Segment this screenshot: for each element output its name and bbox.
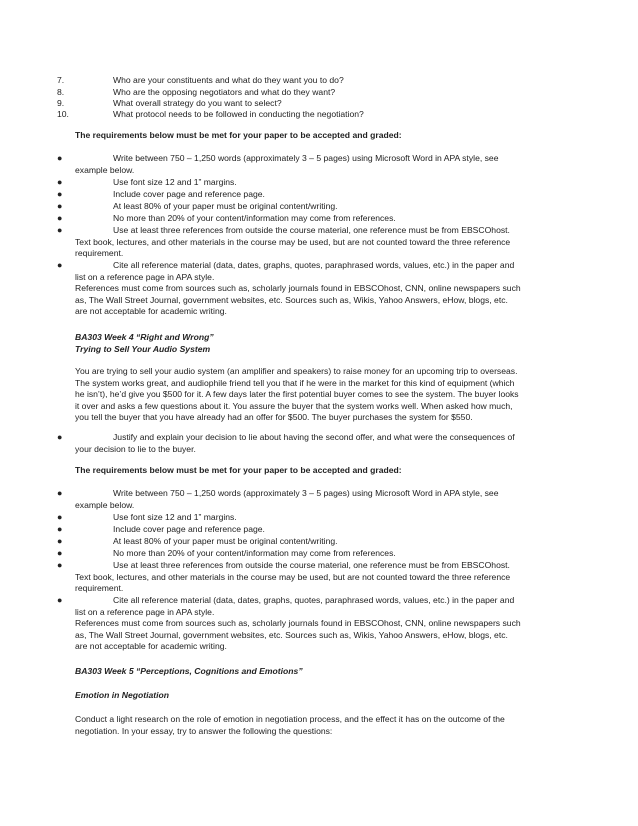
- bullet-text: No more than 20% of your content/information may come from references.: [113, 548, 396, 558]
- bullet-icon: ●: [57, 560, 63, 570]
- list-item: [57, 524, 587, 536]
- bullet-text: References must come from sources such as, scholarly journals found in EBSCOhost, CNN, online newspapers such: [75, 283, 521, 294]
- bullet-icon: ●: [57, 595, 63, 605]
- item-text: What protocol needs to be followed in conducting the negotiation?: [113, 109, 364, 119]
- scenario-paragraph: [75, 366, 555, 424]
- section-title: BA303 Week 4 “Right and Wrong”: [75, 332, 214, 342]
- bullet-text: Use font size 12 and 1” margins.: [113, 177, 237, 187]
- bullet-text: Text book, lectures, and other materials in the course may be used, but are not counted toward the three reference: [75, 571, 511, 582]
- bullet-icon: ●: [57, 213, 63, 223]
- item-text: Who are your constituents and what do they want you to do?: [113, 75, 344, 85]
- assignment-paragraph: [75, 714, 555, 737]
- list-item: [57, 201, 587, 213]
- bullet-text: as, The Wall Street Journal, government websites, etc. Sources such as, Wikis, Yahoo Answers, eHow, blogs, etc.: [75, 294, 508, 305]
- bullet-text: At least 80% of your paper must be original content/writing.: [113, 536, 338, 546]
- section-subtitle: Trying to Sell Your Audio System: [75, 344, 211, 354]
- list-item: [57, 560, 587, 595]
- bullet-icon: ●: [57, 189, 63, 199]
- bullet-text: your decision to lie to the buyer.: [75, 443, 196, 454]
- bullet-text: Write between 750 – 1,250 words (approximately 3 – 5 pages) using Microsoft Word in APA style, see: [113, 488, 499, 498]
- bullet-text: are not acceptable for academic writing.: [75, 641, 227, 652]
- bullet-icon: ●: [57, 201, 63, 211]
- item-text: Who are the opposing negotiators and what do they want?: [113, 87, 336, 97]
- bullet-text: Use font size 12 and 1” margins.: [113, 512, 237, 522]
- bullet-text: References must come from sources such as, scholarly journals found in EBSCOhost, CNN, online newspapers such: [75, 618, 521, 629]
- list-item: [57, 153, 587, 176]
- item-number: 7.: [57, 75, 65, 85]
- bullet-icon: ●: [57, 432, 63, 442]
- bullet-text: Include cover page and reference page.: [113, 524, 265, 534]
- list-item: [57, 488, 587, 511]
- paragraph-line: he isn’t), he’d give you $500 for it. A few days later the first potential buyer comes to see the system. The buyer looks: [75, 389, 519, 400]
- bullet-icon: ●: [57, 488, 63, 498]
- section-subtitle: Emotion in Negotiation: [75, 690, 170, 700]
- paragraph-line: Conduct a light research on the role of emotion in negotiation process, and the effect it has on the outcome of the: [75, 714, 505, 724]
- list-item: [57, 225, 587, 260]
- bullet-text: as, The Wall Street Journal, government websites, etc. Sources such as, Wikis, Yahoo Answers, eHow, blogs, etc.: [75, 629, 508, 640]
- list-item: [57, 177, 587, 189]
- bullet-text: Cite all reference material (data, dates, graphs, quotes, paraphrased words, values, etc.) in the paper and: [113, 260, 515, 270]
- item-number: 9.: [57, 98, 65, 108]
- bullet-text: Include cover page and reference page.: [113, 189, 265, 199]
- list-item: [57, 536, 587, 548]
- paragraph-line: You are trying to sell your audio system (an amplifier and speakers) to raise money for an upcoming trip to overseas.: [75, 366, 518, 376]
- bullet-icon: ●: [57, 260, 63, 270]
- bullet-text: Use at least three references from outside the course material, one reference must be from EBSCOhost.: [113, 560, 510, 570]
- bullet-text: example below.: [75, 164, 135, 175]
- list-item: [57, 260, 587, 318]
- paragraph-line: it over and asks a few questions about it. You assure the buyer that the system works well. When asked how much,: [75, 400, 513, 411]
- list-item: [57, 213, 587, 225]
- list-item: [57, 512, 587, 524]
- paragraph-line: negotiation. In your essay, try to answer the following the questions:: [75, 725, 333, 736]
- section-title: BA303 Week 5 “Perceptions, Cognitions and Emotions”: [75, 666, 303, 676]
- bullet-icon: ●: [57, 512, 63, 522]
- bullet-text: are not acceptable for academic writing.: [75, 306, 227, 317]
- bullet-text: No more than 20% of your content/information may come from references.: [113, 213, 396, 223]
- list-item: [57, 189, 587, 201]
- item-text: What overall strategy do you want to select?: [113, 98, 282, 108]
- bullet-icon: ●: [57, 548, 63, 558]
- requirements-heading: The requirements below must be met for your paper to be accepted and graded:: [75, 130, 402, 140]
- bullet-text: example below.: [75, 499, 135, 510]
- list-item: [57, 432, 587, 455]
- bullet-text: Use at least three references from outside the course material, one reference must be from EBSCOhost.: [113, 225, 510, 235]
- list-item: [57, 595, 587, 653]
- bullet-text: list on a reference page in APA style.: [75, 606, 215, 617]
- bullet-icon: ●: [57, 536, 63, 546]
- item-number: 8.: [57, 87, 65, 97]
- bullet-text: At least 80% of your paper must be original content/writing.: [113, 201, 338, 211]
- bullet-icon: ●: [57, 177, 63, 187]
- bullet-text: list on a reference page in APA style.: [75, 271, 215, 282]
- bullet-text: requirement.: [75, 583, 124, 594]
- paragraph-line: The system works great, and audiophile friend tell you that if he were in the market for this kind of equipment (which: [75, 377, 515, 388]
- list-item: [57, 548, 587, 560]
- paragraph-line: you tell the buyer that you have already had an offer for $500. The buyer purchases the system for $550.: [75, 412, 473, 423]
- bullet-icon: ●: [57, 225, 63, 235]
- bullet-text: Cite all reference material (data, dates, graphs, quotes, paraphrased words, values, etc.) in the paper and: [113, 595, 515, 605]
- bullet-icon: ●: [57, 524, 63, 534]
- item-number: 10.: [57, 109, 69, 119]
- bullet-icon: ●: [57, 153, 63, 163]
- bullet-text: Write between 750 – 1,250 words (approximately 3 – 5 pages) using Microsoft Word in APA style, see: [113, 153, 499, 163]
- bullet-text: Justify and explain your decision to lie about having the second offer, and what were the consequences of: [113, 432, 515, 442]
- requirements-heading: The requirements below must be met for your paper to be accepted and graded:: [75, 465, 402, 475]
- bullet-text: Text book, lectures, and other materials in the course may be used, but are not counted toward the three reference: [75, 236, 511, 247]
- bullet-text: requirement.: [75, 248, 124, 259]
